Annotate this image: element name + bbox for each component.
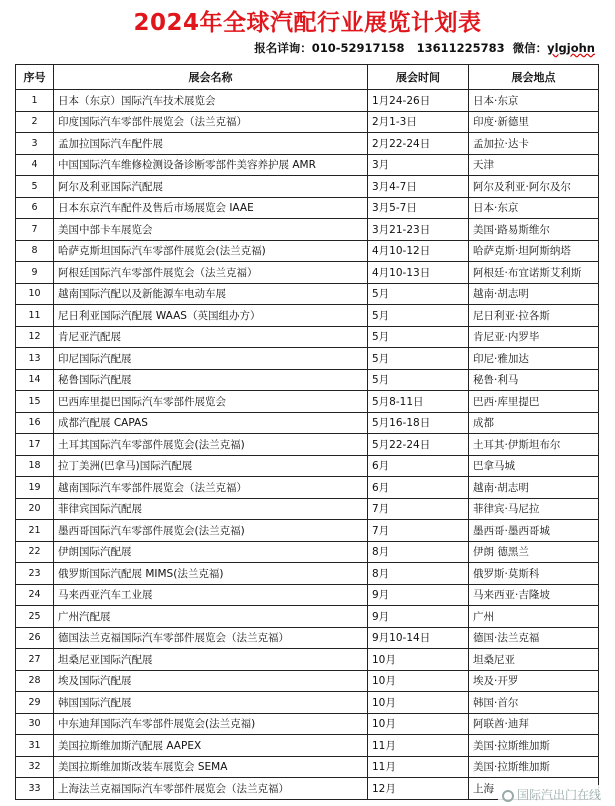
exhibition-location: 美国·拉斯维加斯 [469,756,599,778]
table-row [16,348,599,370]
row-number: 27 [16,649,54,671]
row-number: 18 [16,455,54,477]
exhibition-time: 5月16-18日 [368,412,469,434]
exhibition-time: 6月 [368,455,469,477]
row-number: 5 [16,176,54,198]
exhibition-time: 9月 [368,584,469,606]
exhibition-time: 2月22-24日 [368,133,469,155]
contact-phone-2: 13611225783 [416,41,505,55]
exhibition-time: 3月5-7日 [368,197,469,219]
exhibition-time: 11月 [368,756,469,778]
exhibition-location: 阿根廷·布宜诺斯艾利斯 [469,262,599,284]
table-row [16,649,599,671]
exhibition-name: 伊朗国际汽配展 [54,541,368,563]
exhibition-time: 10月 [368,713,469,735]
watermark [498,785,605,804]
row-number: 30 [16,713,54,735]
exhibition-time: 7月 [368,498,469,520]
exhibition-name: 坦桑尼亚国际汽配展 [54,649,368,671]
row-number: 33 [16,778,54,800]
table-row [16,219,599,241]
exhibition-name: 中东迪拜国际汽车零部件展览会(法兰克福) [54,713,368,735]
row-number: 14 [16,369,54,391]
exhibition-location: 日本·东京 [469,197,599,219]
exhibition-location: 埃及·开罗 [469,670,599,692]
exhibition-location: 阿尔及利亚·阿尔及尔 [469,176,599,198]
exhibition-table [15,64,599,800]
row-number: 4 [16,154,54,176]
exhibition-location: 哈萨克斯·坦阿斯纳塔 [469,240,599,262]
exhibition-time: 1月24-26日 [368,90,469,112]
exhibition-name: 阿尔及利亚国际汽配展 [54,176,368,198]
row-number: 31 [16,735,54,757]
table-row [16,520,599,542]
header-time: 展会时间 [368,65,469,90]
exhibition-time: 5月22-24日 [368,434,469,456]
row-number: 6 [16,197,54,219]
exhibition-time: 8月 [368,563,469,585]
exhibition-location: 巴拿马城 [469,455,599,477]
exhibition-location: 秘鲁·利马 [469,369,599,391]
exhibition-location: 广州 [469,606,599,628]
header-location: 展会地点 [469,65,599,90]
table-row [16,455,599,477]
exhibition-name: 印度国际汽车零部件展览会（法兰克福） [54,111,368,133]
exhibition-name: 孟加拉国际汽车配件展 [54,133,368,155]
exhibition-name: 哈萨克斯坦国际汽车零部件展览会(法兰克福) [54,240,368,262]
contact-line [60,40,595,56]
exhibition-name: 秘鲁国际汽配展 [54,369,368,391]
table-row [16,90,599,112]
exhibition-location: 土耳其·伊斯坦布尔 [469,434,599,456]
exhibition-time: 9月10-14日 [368,627,469,649]
exhibition-time: 11月 [368,735,469,757]
table-row [16,756,599,778]
exhibition-location: 肯尼亚·内罗毕 [469,326,599,348]
exhibition-location: 俄罗斯·莫斯科 [469,563,599,585]
row-number: 19 [16,477,54,499]
exhibition-location: 菲律宾·马尼拉 [469,498,599,520]
exhibition-time: 5月 [368,369,469,391]
exhibition-name: 日本东京汽车配件及售后市场展览会 IAAE [54,197,368,219]
exhibition-location: 印尼·雅加达 [469,348,599,370]
wechat-id: ylgjohn [547,41,595,55]
exhibition-location: 成都 [469,412,599,434]
exhibition-time: 5月8-11日 [368,391,469,413]
watermark-logo-icon [502,790,514,802]
exhibition-location: 巴西·库里提巴 [469,391,599,413]
table-row [16,154,599,176]
table-row [16,369,599,391]
table-row [16,477,599,499]
exhibition-time: 5月 [368,326,469,348]
table-row [16,391,599,413]
exhibition-time: 3月 [368,154,469,176]
row-number: 3 [16,133,54,155]
exhibition-time: 3月21-23日 [368,219,469,241]
exhibition-name: 中国国际汽车维修检测设备诊断零部件美容养护展 AMR [54,154,368,176]
row-number: 16 [16,412,54,434]
exhibition-location: 越南·胡志明 [469,477,599,499]
exhibition-time: 6月 [368,477,469,499]
row-number: 20 [16,498,54,520]
exhibition-location: 美国·拉斯维加斯 [469,735,599,757]
exhibition-location: 墨西哥·墨西哥城 [469,520,599,542]
row-number: 22 [16,541,54,563]
wechat-label: 微信： [512,41,548,55]
exhibition-name: 美国拉斯维加斯汽配展 AAPEX [54,735,368,757]
table-row [16,176,599,198]
exhibition-name: 德国法兰克福国际汽车零部件展览会（法兰克福） [54,627,368,649]
exhibition-time: 9月 [368,606,469,628]
table-row [16,412,599,434]
header-name: 展会名称 [54,65,368,90]
exhibition-name: 美国拉斯维加斯改装车展览会 SEMA [54,756,368,778]
exhibition-time: 4月10-13日 [368,262,469,284]
exhibition-name: 土耳其国际汽车零部件展览会(法兰克福) [54,434,368,456]
exhibition-location: 印度·新德里 [469,111,599,133]
exhibition-name: 阿根廷国际汽车零部件展览会（法兰克福） [54,262,368,284]
exhibition-name: 越南国际汽车零部件展览会（法兰克福） [54,477,368,499]
exhibition-name: 印尼国际汽配展 [54,348,368,370]
exhibition-time: 5月 [368,348,469,370]
table-row [16,692,599,714]
exhibition-location: 上海 [469,778,599,800]
exhibition-name: 越南国际汽配以及新能源车电动车展 [54,283,368,305]
exhibition-time: 7月 [368,520,469,542]
contact-phone-1: 010-52917158 [311,41,405,55]
exhibition-time: 10月 [368,649,469,671]
table-row [16,670,599,692]
table-row [16,735,599,757]
exhibition-name: 成都汽配展 CAPAS [54,412,368,434]
exhibition-location: 伊朗 德黑兰 [469,541,599,563]
row-number: 8 [16,240,54,262]
table-row [16,283,599,305]
exhibition-location: 尼日利亚·拉各斯 [469,305,599,327]
exhibition-location: 坦桑尼亚 [469,649,599,671]
exhibition-name: 日本（东京）国际汽车技术展览会 [54,90,368,112]
exhibition-name: 韩国国际汽配展 [54,692,368,714]
watermark-text: 国际汽出门在线 [516,788,601,802]
exhibition-time: 3月4-7日 [368,176,469,198]
row-number: 28 [16,670,54,692]
exhibition-time: 5月 [368,305,469,327]
exhibition-location: 美国·路易斯维尔 [469,219,599,241]
exhibition-time: 4月10-12日 [368,240,469,262]
exhibition-name: 俄罗斯国际汽配展 MIMS(法兰克福) [54,563,368,585]
row-number: 1 [16,90,54,112]
exhibition-name: 埃及国际汽配展 [54,670,368,692]
header-number: 序号 [16,65,54,90]
row-number: 23 [16,563,54,585]
exhibition-name: 尼日利亚国际汽配展 WAAS（英国组办方） [54,305,368,327]
table-row [16,713,599,735]
exhibition-time: 10月 [368,692,469,714]
exhibition-time: 5月 [368,283,469,305]
exhibition-name: 上海法兰克福国际汽车零部件展览会（法兰克福） [54,778,368,800]
row-number: 10 [16,283,54,305]
row-number: 25 [16,606,54,628]
exhibition-location: 阿联酋·迪拜 [469,713,599,735]
row-number: 12 [16,326,54,348]
table-row [16,563,599,585]
row-number: 32 [16,756,54,778]
exhibition-location: 天津 [469,154,599,176]
exhibition-location: 越南·胡志明 [469,283,599,305]
table-row [16,262,599,284]
exhibition-location: 孟加拉·达卡 [469,133,599,155]
page-title: 2024年全球汽配行业展览计划表 [133,10,482,36]
row-number: 21 [16,520,54,542]
exhibition-name: 马来西亚汽车工业展 [54,584,368,606]
table-row [16,240,599,262]
table-body [16,90,599,800]
exhibition-location: 韩国·首尔 [469,692,599,714]
table-row [16,498,599,520]
table-row [16,434,599,456]
exhibition-name: 巴西库里提巴国际汽车零部件展览会 [54,391,368,413]
table-row [16,305,599,327]
exhibition-location: 马来西亚·吉隆坡 [469,584,599,606]
table-row [16,197,599,219]
row-number: 29 [16,692,54,714]
row-number: 7 [16,219,54,241]
exhibition-name: 墨西哥国际汽车零部件展览会(法兰克福) [54,520,368,542]
table-row [16,111,599,133]
exhibition-location: 德国·法兰克福 [469,627,599,649]
row-number: 17 [16,434,54,456]
exhibition-location: 日本·东京 [469,90,599,112]
exhibition-name: 菲律宾国际汽配展 [54,498,368,520]
row-number: 24 [16,584,54,606]
table-row [16,627,599,649]
table-row [16,541,599,563]
exhibition-name: 美国中部卡车展览会 [54,219,368,241]
table-row [16,584,599,606]
row-number: 11 [16,305,54,327]
exhibition-time: 12月 [368,778,469,800]
exhibition-name: 拉丁美洲(巴拿马)国际汽配展 [54,455,368,477]
exhibition-name: 广州汽配展 [54,606,368,628]
exhibition-time: 10月 [368,670,469,692]
row-number: 13 [16,348,54,370]
table-row [16,326,599,348]
exhibition-time: 8月 [368,541,469,563]
row-number: 15 [16,391,54,413]
table-row [16,606,599,628]
contact-label: 报名详询： [254,41,312,55]
row-number: 2 [16,111,54,133]
row-number: 26 [16,627,54,649]
row-number: 9 [16,262,54,284]
table-row [16,133,599,155]
exhibition-time: 2月1-3日 [368,111,469,133]
exhibition-name: 肯尼亚汽配展 [54,326,368,348]
table-header-row [16,65,599,90]
